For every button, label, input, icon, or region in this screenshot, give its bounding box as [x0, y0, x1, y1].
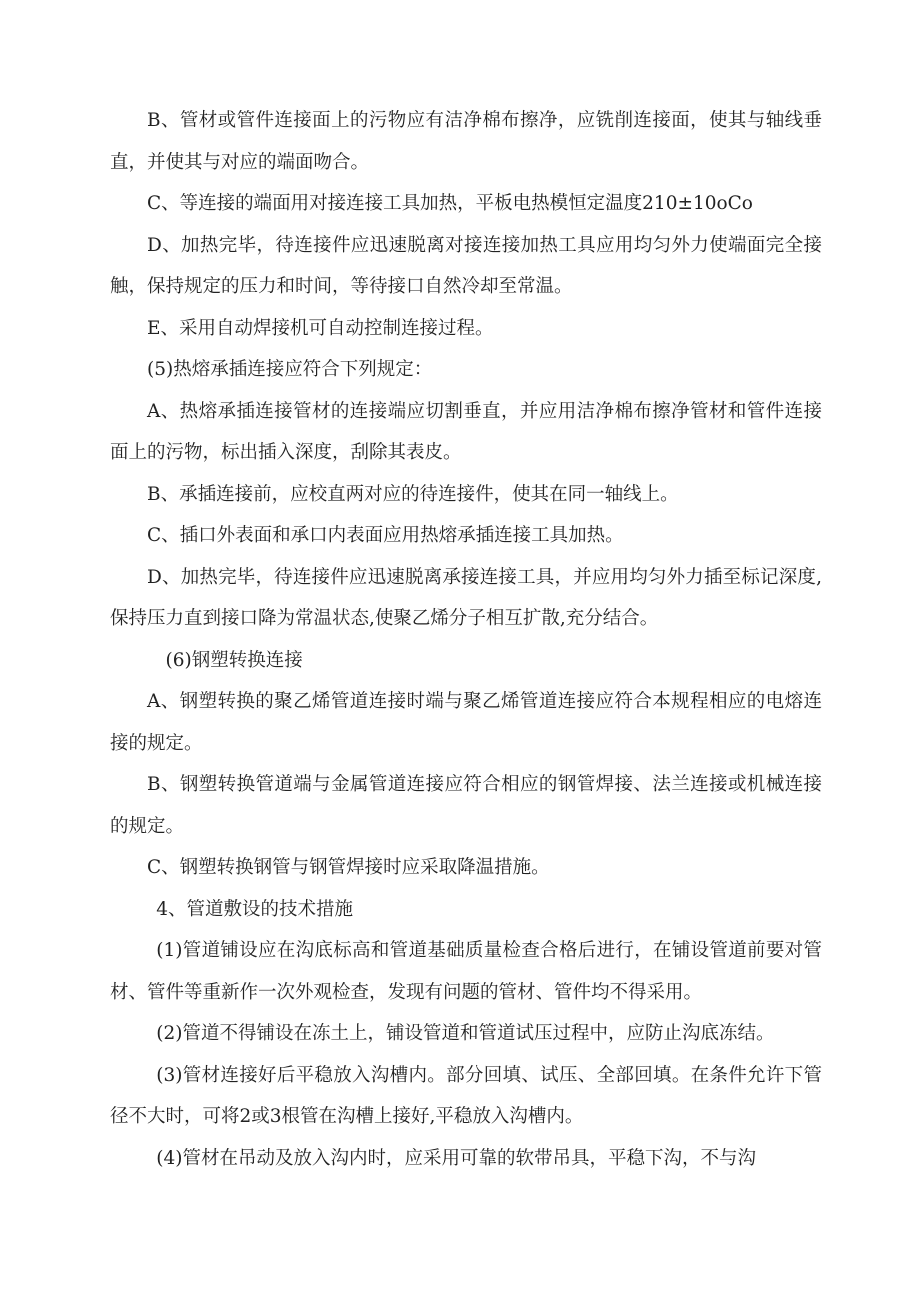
paragraph-2-frozen-soil: (2)管道不得铺设在冻土上，铺设管道和管道试压过程中，应防止沟底冻结。	[156, 1023, 775, 1044]
paragraph-a-steel-plastic-pe: A、钢塑转换的聚乙烯管道连接时端与聚乙烯管道连接应符合本规程相应的电熔连接的规定。	[110, 691, 822, 754]
paragraph-b-steel-plastic-metal: B、钢塑转换管道端与金属管道连接应符合相应的钢管焊接、法兰连接或机械连接的规定。	[110, 774, 822, 837]
paragraph-c-heating-temperature: C、等连接的端面用对接连接工具加热，平板电热模恒定温度210±10oCo	[147, 193, 753, 214]
paragraph-b-clean-surface: B、管材或管件连接面上的污物应有洁净棉布擦净，应铣削连接面，使其与轴线垂直，并使其与对应的端面吻合。	[110, 110, 822, 173]
paragraph-a-socket-cut: A、热熔承插连接管材的连接端应切割垂直，并应用洁净棉布擦净管材和管件连接面上的污物，标出插入深度，刮除其表皮。	[110, 400, 822, 463]
section-5-socket-fusion: (5)热熔承插连接应符合下列规定：	[147, 359, 433, 380]
document-body	[110, 100, 822, 1179]
paragraph-c-steel-plastic-cooling: C、钢塑转换钢管与钢管焊接时应采取降温措施。	[147, 857, 550, 878]
section-4-heading: 4、管道敷设的技术措施	[156, 898, 354, 920]
paragraph-1-laying-inspection: (1)管道铺设应在沟底标高和管道基础质量检查合格后进行，在铺设管道前要对管材、管件等重新作一次外观检查，发现有问题的管材、管件均不得采用。	[110, 940, 822, 1003]
paragraph-e-auto-welder: E、采用自动焊接机可自动控制连接过程。	[147, 317, 494, 339]
paragraph-d-heating-complete: D、加热完毕，待连接件应迅速脱离对接连接加热工具应用均匀外力使端面完全接触，保持规定的压力和时间，等待接口自然冷却至常温。	[110, 234, 822, 297]
section-6-steel-plastic: (6)钢塑转换连接	[165, 649, 303, 671]
paragraph-d-socket-insert: D、加热完毕，待连接件应迅速脱离承接连接工具，并应用均匀外力插至标记深度,保持压力直到接口降为常温状态,使聚乙烯分子相互扩散,充分结合。	[110, 566, 822, 629]
paragraph-b-socket-align: B、承插连接前，应校直两对应的待连接件，使其在同一轴线上。	[147, 483, 679, 505]
paragraph-c-socket-heat: C、插口外表面和承口内表面应用热熔承插连接工具加热。	[147, 525, 624, 546]
paragraph-4-lifting: (4)管材在吊动及放入沟内时，应采用可靠的软带吊具，平稳下沟，不与沟	[156, 1147, 756, 1169]
paragraph-3-place-in-trench: (3)管材连接好后平稳放入沟槽内。部分回填、试压、全部回填。在条件允许下管径不大时，可将2或3根管在沟槽上接好,平稳放入沟槽内。	[110, 1064, 822, 1127]
